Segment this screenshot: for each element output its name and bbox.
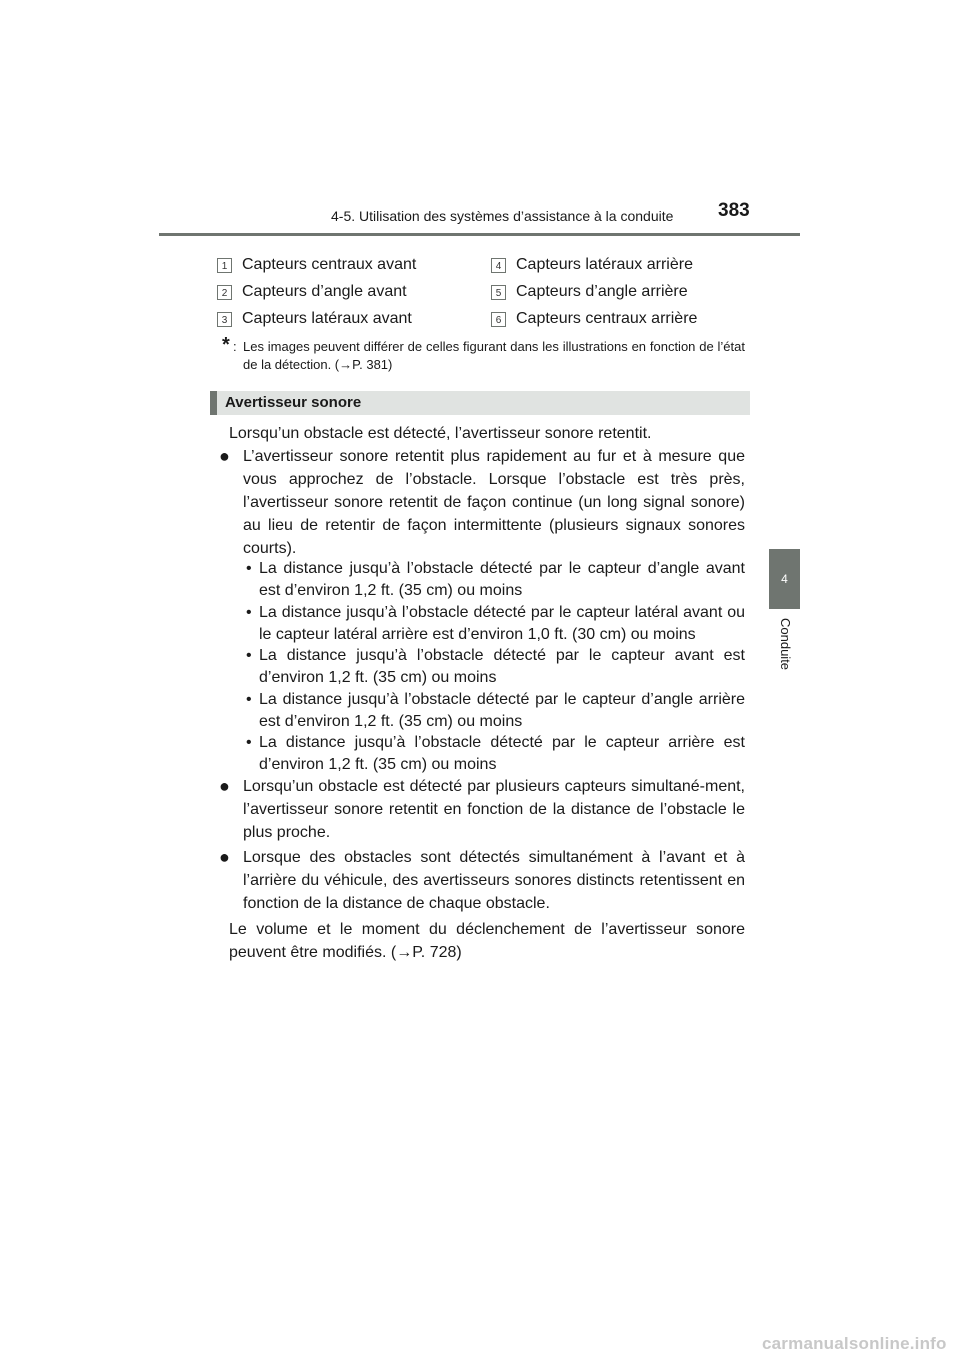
sub-bullet-icon: •: [246, 734, 252, 751]
callout-number: 2: [217, 285, 232, 300]
callout-number: 5: [491, 285, 506, 300]
footnote-colon: :: [233, 339, 237, 354]
closing-paragraph: Le volume et le moment du déclenchement de l’avertisseur sonore peuvent être modifiés. (→P. 728): [229, 921, 745, 961]
bullet-text: Lorsque des obstacles sont détectés simultanément à l’avant et à l’arrière du véhicule, des avertisseurs sonores distincts retentissent en fonction de la distance de chaque obstacle.: [243, 849, 745, 912]
sub-item-text: La distance jusqu’à l’obstacle détecté par le capteur avant est d’environ 1,2 ft. (35 cm) ou moins: [259, 647, 745, 686]
legend-label: Capteurs d’angle arrière: [516, 283, 688, 300]
bullet-icon: ●: [219, 776, 230, 796]
sub-item: [246, 558, 745, 601]
chapter-label: Conduite: [778, 618, 793, 671]
sub-item: [246, 732, 745, 775]
legend-item: [217, 254, 416, 276]
legend-item: [491, 281, 688, 303]
watermark: carmanualsonline.info: [762, 1334, 947, 1353]
footnote-mark: *: [222, 334, 230, 356]
sub-item-text: La distance jusqu’à l’obstacle détecté par le capteur arrière est d’environ 1,2 ft. (35 cm) ou moins: [259, 734, 745, 773]
sub-item-text: La distance jusqu’à l’obstacle détecté par le capteur d’angle avant est d’environ 1,2 ft. (35 cm) ou moins: [259, 560, 745, 599]
callout-number: 4: [491, 258, 506, 273]
sub-bullet-icon: •: [246, 604, 252, 621]
legend-item: [217, 308, 412, 330]
legend-item: [217, 281, 407, 303]
header-rule: [159, 233, 800, 236]
bullet-icon: ●: [219, 847, 230, 867]
page-number: 383: [718, 200, 750, 221]
bullet-text: Lorsqu’un obstacle est détecté par plusieurs capteurs simultané-ment, l’avertisseur sonore retentit en fonction de la distance de l’obstacle le plus proche.: [243, 778, 745, 841]
legend-label: Capteurs centraux arrière: [516, 310, 698, 327]
sub-item: [246, 689, 745, 732]
bullet-item: [219, 445, 745, 560]
section-intro: Lorsqu’un obstacle est détecté, l’avertisseur sonore retentit.: [229, 425, 652, 442]
sub-bullet-icon: •: [246, 691, 252, 708]
callout-number: 3: [217, 312, 232, 327]
sub-bullet-icon: •: [246, 560, 252, 577]
sub-item: [246, 602, 745, 645]
chapter-tab: 4: [769, 549, 800, 609]
section-heading: Avertisseur sonore: [210, 391, 750, 415]
sub-bullet-icon: •: [246, 647, 252, 664]
bullet-item: [219, 775, 745, 844]
bullet-item: [219, 846, 745, 915]
bullet-text: L’avertisseur sonore retentit plus rapidement au fur et à mesure que vous approchez de l’obstacle. Lorsque l’obstacle est très près, l’avertisseur sonore retentit de façon continue (un long signal sonore) au lieu de retentir de façon intermittente (plusieurs signaux sonores courts).: [243, 448, 745, 557]
legend-label: Capteurs latéraux arrière: [516, 256, 693, 273]
footnote: [222, 334, 745, 374]
legend-item: [491, 308, 697, 330]
legend-label: Capteurs centraux avant: [242, 256, 417, 273]
footnote-text: Les images peuvent différer de celles figurant dans les illustrations en fonction de l’état de la détection. (→P. 381): [243, 339, 745, 372]
callout-number: 6: [491, 312, 506, 327]
running-header: 4-5. Utilisation des systèmes d’assistance à la conduite: [331, 208, 674, 224]
legend-item: [491, 254, 693, 276]
sub-item-text: La distance jusqu’à l’obstacle détecté par le capteur d’angle arrière est d’environ 1,2 ft. (35 cm) ou moins: [259, 691, 745, 730]
legend-label: Capteurs d’angle avant: [242, 283, 407, 300]
bullet-icon: ●: [219, 446, 230, 466]
legend-label: Capteurs latéraux avant: [242, 310, 412, 327]
callout-number: 1: [217, 258, 232, 273]
sub-item: [246, 645, 745, 688]
sub-item-text: La distance jusqu’à l’obstacle détecté par le capteur latéral avant ou le capteur latéral arrière est d’environ 1,0 ft. (30 cm) ou moins: [259, 604, 745, 643]
